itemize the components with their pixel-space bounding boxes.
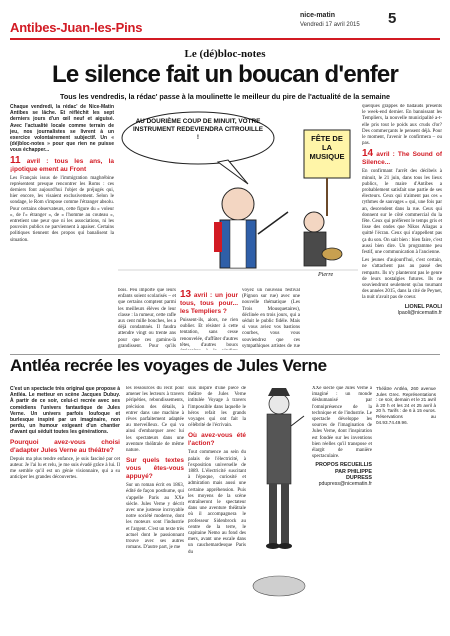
article2-column-1 — [10, 386, 120, 631]
practical-info: Théâtre Antléa, 260 avenue Jules Grec. Représentations : ce soir, demain et le 21 avril à 20 h et les 24 et 25 avril à 20 h. Tarifs : de 6 à 15 euros. Réservations au 04.93.74.49.96. — [376, 386, 436, 425]
heading-number: 13 — [180, 289, 192, 300]
article2-column-3 — [188, 386, 246, 631]
article2-headline: Antléa recrée les voyages de Jules Verne — [10, 356, 327, 375]
paragraph: suis inspiré d'une pièce de théâtre de Jules Verne intitulée Voyage à travers l'impossible dans laquelle le héros refait les grands voyages qui ont fait la célébrité de l'écrivain. — [188, 386, 246, 429]
paragraph: En confirmant l'arrêt des décibels à minuit, le 21 juin, dans tous les lieux publics, le maire d'Antibes a probablement satisfait une partie de ses électeurs. Ceux qui n'aiment pas ces « rythmes de sauvages » qui, une fois par an, descendent dans la rue. Ceux qui donnent sur le côté commercial du la fête. Ceux qui préfèrent le temps gris et lisse des ondes que Nikos Aliagas a quitté l'écran. Ceux qui n'appellent pas ça du son. On sait bien : bien faire, c'est aussi bien dire. Un programme peu festif, une communication à l'ancienne. — [362, 169, 442, 256]
article1-column-5 — [362, 104, 442, 349]
paragraph: quelques grappes de badauds présents le week-end dernier. En bannissant les Templiers, la nouvelle municipalité a-t-elle pris tout le poids aux cruds d'or? Des commerçants le pensent déjà. Pour le moment, l'avenir le confirmera – ou pas. — [362, 104, 442, 147]
section-heading-14 — [362, 150, 442, 167]
article2-column-2 — [126, 386, 184, 631]
article-headline: Le silence fait un boucan d'enfer — [51, 61, 399, 88]
practical-info-box — [376, 386, 436, 631]
paragraph: Sur un roman écrit en 1863, édité de façon posthume, qui s'appelle Paris au XXe siècle. Jules Verne y décrit avec une justesse incroyable notre société moderne, dont les moteurs sont l'industrie et l'argent. C'est un texte très actuel dont le passionnant trouve avec ses autres romans. D'autre part, je me — [126, 483, 184, 551]
illustration-drawing — [250, 386, 308, 631]
interview-question: Pourquoi avez-vous choisi d'adapter Jules Verne au théâtre? — [10, 438, 120, 454]
article1-column-4 — [242, 288, 300, 350]
byline: PROPOS RECUEILLIS PAR PHILIPPE DUPRESS — [315, 462, 372, 481]
article-kicker: Le (dé)bloc-notes — [184, 48, 266, 60]
heading-label: avril : un jour tous, tous pour... les Templiers ? — [180, 292, 238, 315]
author-email: pdupress@nicematin.fr — [318, 481, 372, 488]
issue-date: Vendredi 17 avril 2015 — [300, 22, 360, 28]
article-divider — [10, 354, 440, 355]
newspaper-brand: nice-matin — [300, 12, 336, 19]
page-number: 5 — [388, 10, 397, 27]
paragraph: Les jeunes d'aujourd'hui, c'est certain, ne s'attachent pas au passé des remparts. Ils n'y planteront pas le genre de leurs nostalgies futures. Ils ne souviendront seulement qu'au tournant des années 2015, dans la cité de Peynet, la nuit n'avait pas de coeur. — [362, 258, 442, 301]
article-intro: C'est un spectacle très original que propose à Antléa. Le metteur en scène Jacques Dubuy. À partir de ce soir, celui-ci recrée avec ses comédiens l'univers fantastique de Jules Verne. Un univers parfois loufoque et burlesque inspiré par un imaginaire, non perdu, un humour exigeant d'un chantier d'avant qui séduit toutes les générations. — [10, 386, 120, 436]
article1-column-2 — [118, 288, 176, 350]
paragraph: voyez un nouveau festival (Pignon sur rue) avec une nouvelle thématique (Les Trois Mousquetaires), déclinée en trois jours, qui a séduit le public fidèle. Mais si vous aviez vos bastions courbes, vous vous souviendrez que ces sympathiques artistes de rue — [242, 288, 300, 349]
section-heading-11 — [10, 154, 114, 174]
byline: LIONEL PAOLI — [404, 303, 442, 310]
heading-number: 11 — [10, 154, 21, 166]
paragraph: Les Français issus de l'immigration maghrébine représentent presque rencontrer les Roms : ces derniers font aujourd'hui l'objet de préjugés qui, hier encore, les visaient exclusivement. Selon le sondage, le Rom s'impose comme l'étranger absolu. Pour certains observateurs, cette figure du « voleur », de l'« étranger », de « l'homme au couteau », entretient une peur que ni les associations, ni les pouvoirs publics ne parviennent à apaiser. Certains politiques tiennent des propos qui banalisent la situation. — [10, 175, 114, 243]
article1-column-1 — [10, 104, 114, 349]
heading-label: avril : tous les ans, la ¡ipotique ement au Front — [10, 157, 114, 173]
interview-question: Sur quels textes vous êtes-vous appuyé? — [126, 457, 184, 481]
article-intro: Chaque vendredi, la rédac' de Nice-Matin Antibes se lâche. Et réfléchit les sept derniers jours d'un œil neuf et aiguisé. Avec l'actualité locale comme terrain de jeu, nos journalistes se livrent à un exercice volontairement subjectif. Un « (dé)bloc-notes » pour que rien ne puisse vous échapper... — [10, 104, 114, 154]
cartoon-speech-bubble: AU DOURIÈME COUP DE MINUIT, VOTRE INSTRUMENT REDEVIENDRA CITROUILLE ! — [132, 118, 264, 141]
jules-verne-illustration — [250, 386, 308, 631]
article1-column-3 — [180, 288, 238, 350]
article-subhead: Tous les vendredis, la rédac' passe à la moulinette le meilleur du pire de l'actualité de la semaine — [59, 92, 391, 101]
cartoon-signature: Pierre — [318, 272, 334, 278]
author-email: lpaoli@nicematin.fr — [397, 309, 442, 316]
paragraph: Tout commence au sein du palais de l'électricité, à l'exposition universelle de 1889. L'électricité suscitant à l'époque, curiosité et admiration mais aussi une certaine appréhension. Puis les moyens de la scène entraîneront le spectateur dans une aventure théâtrale où il accompagnera le professeur Sidenbrock au centre de la terre, le capitaine Nemo au fond des mers, avant une escale dans un cauchemardesque Paris du — [188, 450, 246, 555]
paragraph: Puissent-ils, alors, ne rien oublier. Et résister à cette tentation, sans cesse renouvelée, d'affûter d'autres têtes, d'autres boucs — [180, 318, 238, 348]
cartoon-illustration — [118, 104, 358, 284]
paragraph: Depuis ma plus tendre enfance, je suis fasciné par cet auteur. Je l'ai lu et relu, je me suis évadé grâce à lui. Il me semble qu'il est un génie visionnaire, qui a su anticiper les grandes découvertes. — [10, 456, 120, 481]
section-heading-13 — [180, 291, 238, 316]
interview-question: Où avez-vous été l'action? — [188, 432, 246, 448]
article2-column-4 — [312, 386, 372, 631]
heading-label: avril : The Sound of Silence... — [362, 151, 442, 167]
paragraph: les ressources du récit pour amener les lecteurs à travers péripéties, rebondissements, précision des détails, à entrer dans une machine à rêves parfaitement adaptée au merveilleux. Ce qui va ainsi d'embarquer avec lui les spectateurs dans une aventure théâtrale de même nature. — [126, 386, 184, 454]
section-title: Antibes-Juan-les-Pins — [10, 20, 143, 35]
paragraph: XXe siècle que Jules Verne a imaginé : un monde déshumanisé par l'omniprésence de la technique et de l'industrie. Le spectacle développe les sources de l'imagination de Jules Verne, dont l'inspiration est fondée sur les inventions bien réelles qu'il transpose et élargit de manière spectaculaire. — [312, 386, 372, 460]
paragraph: bois. Peu importe que leurs enfants soient scolarisés – et que certains comptent parmi les meilleurs élèves de leur classe : la rumeur, cette rafle aux cent mille bouches, les a déjà condamnés. Il faudra attendre vingt ou trente ans pour que ces gamins-là grandissent. Pour qu'ils — [118, 288, 176, 349]
heading-number: 14 — [362, 148, 374, 160]
header-rule — [10, 38, 440, 40]
cartoon-sign: FÊTE DE LA MUSIQUE — [309, 134, 345, 161]
